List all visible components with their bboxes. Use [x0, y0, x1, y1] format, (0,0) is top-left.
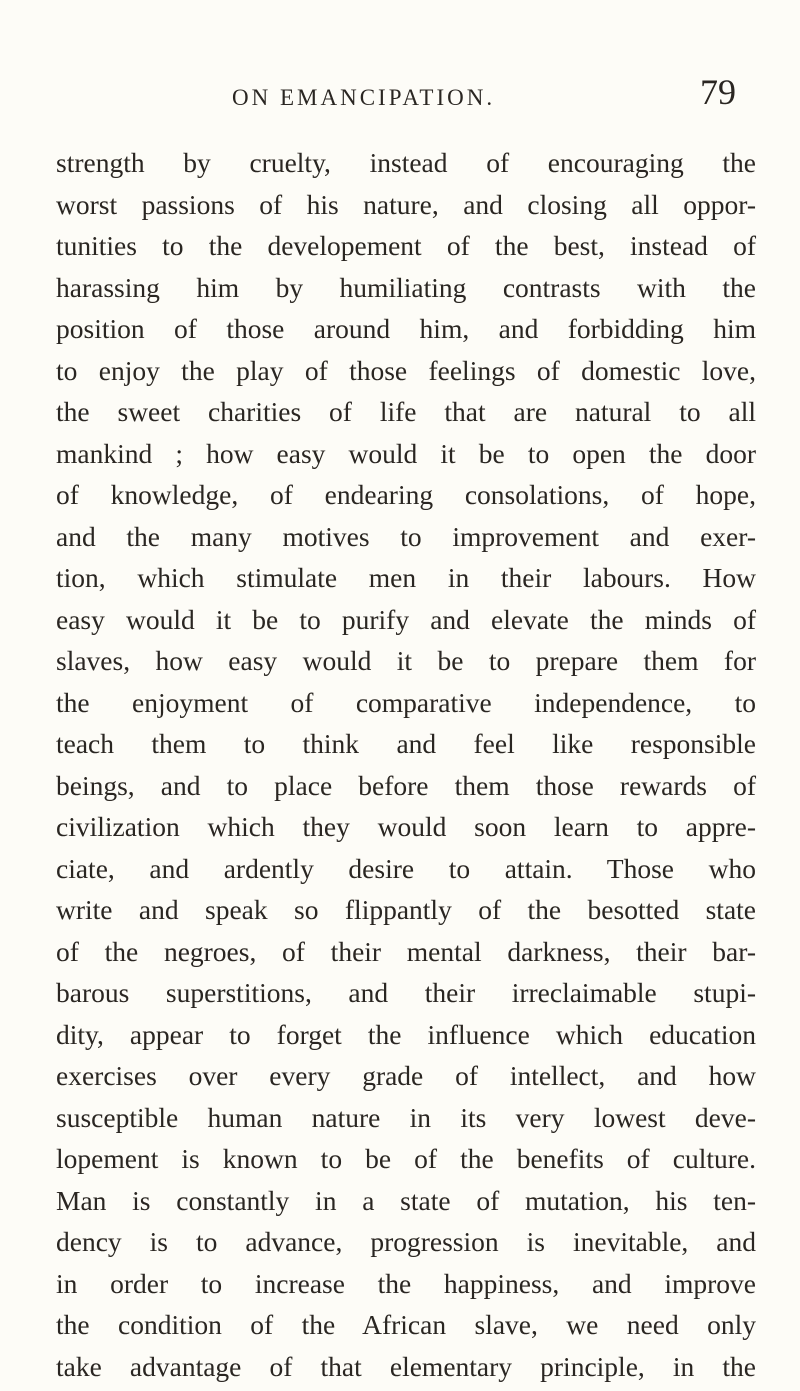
- text-line: Man is constantly in a state of mutation, his ten-: [56, 1184, 756, 1216]
- text-line: harassing him by humiliating contrasts with the: [56, 271, 756, 303]
- text-line: beings, and to place before them those rewards of: [56, 769, 756, 801]
- text-line: strength by cruelty, instead of encouraging the: [56, 147, 756, 178]
- text-line: mankind ; how easy would it be to open the door: [56, 437, 756, 469]
- text-line: the condition of the African slave, we need only: [56, 1309, 756, 1340]
- text-line: position of those around him, and forbidding him: [56, 313, 756, 344]
- text-line: civilization which they would soon learn to appre-: [56, 811, 756, 842]
- text-line: teach them to think and feel like responsible: [56, 728, 756, 759]
- text-line: dity, appear to forget the influence which education: [56, 1018, 756, 1050]
- page-number: 79: [700, 72, 736, 112]
- text-line: take advantage of that elementary principle, in the: [56, 1350, 756, 1382]
- text-line: in order to increase the happiness, and improve: [56, 1267, 756, 1299]
- text-line: slaves, how easy would it be to prepare them for: [56, 645, 756, 676]
- text-line: ciate, and ardently desire to attain. Those who: [56, 852, 756, 884]
- text-line: and the many motives to improvement and exer-: [56, 520, 756, 552]
- text-line: of knowledge, of endearing consolations, of hope,: [56, 479, 756, 510]
- text-line: exercises over every grade of intellect, and how: [56, 1060, 756, 1091]
- page-header: [0, 72, 800, 118]
- text-line: tunities to the developement of the best, instead of: [56, 230, 756, 261]
- text-line: dency is to advance, progression is inevitable, and: [56, 1226, 756, 1257]
- text-line: susceptible human nature in its very lowest deve-: [56, 1101, 756, 1133]
- text-line: the enjoyment of comparative independence, to: [56, 686, 756, 718]
- text-line: to enjoy the play of those feelings of domestic love,: [56, 354, 756, 386]
- text-line: of the negroes, of their mental darkness, their bar-: [56, 935, 756, 967]
- text-line: tion, which stimulate men in their labours. How: [56, 562, 756, 593]
- text-line: write and speak so flippantly of the besotted state: [56, 894, 756, 925]
- body-text: [56, 142, 756, 1387]
- text-line: worst passions of his nature, and closing all oppor-: [56, 188, 756, 220]
- text-line: easy would it be to purify and elevate the minds of: [56, 603, 756, 635]
- text-line: lopement is known to be of the benefits of culture.: [56, 1143, 756, 1174]
- text-line: the sweet charities of life that are natural to all: [56, 396, 756, 427]
- text-line: barous superstitions, and their irreclaimable stupi-: [56, 977, 756, 1008]
- running-head: ON EMANCIPATION.: [232, 85, 496, 110]
